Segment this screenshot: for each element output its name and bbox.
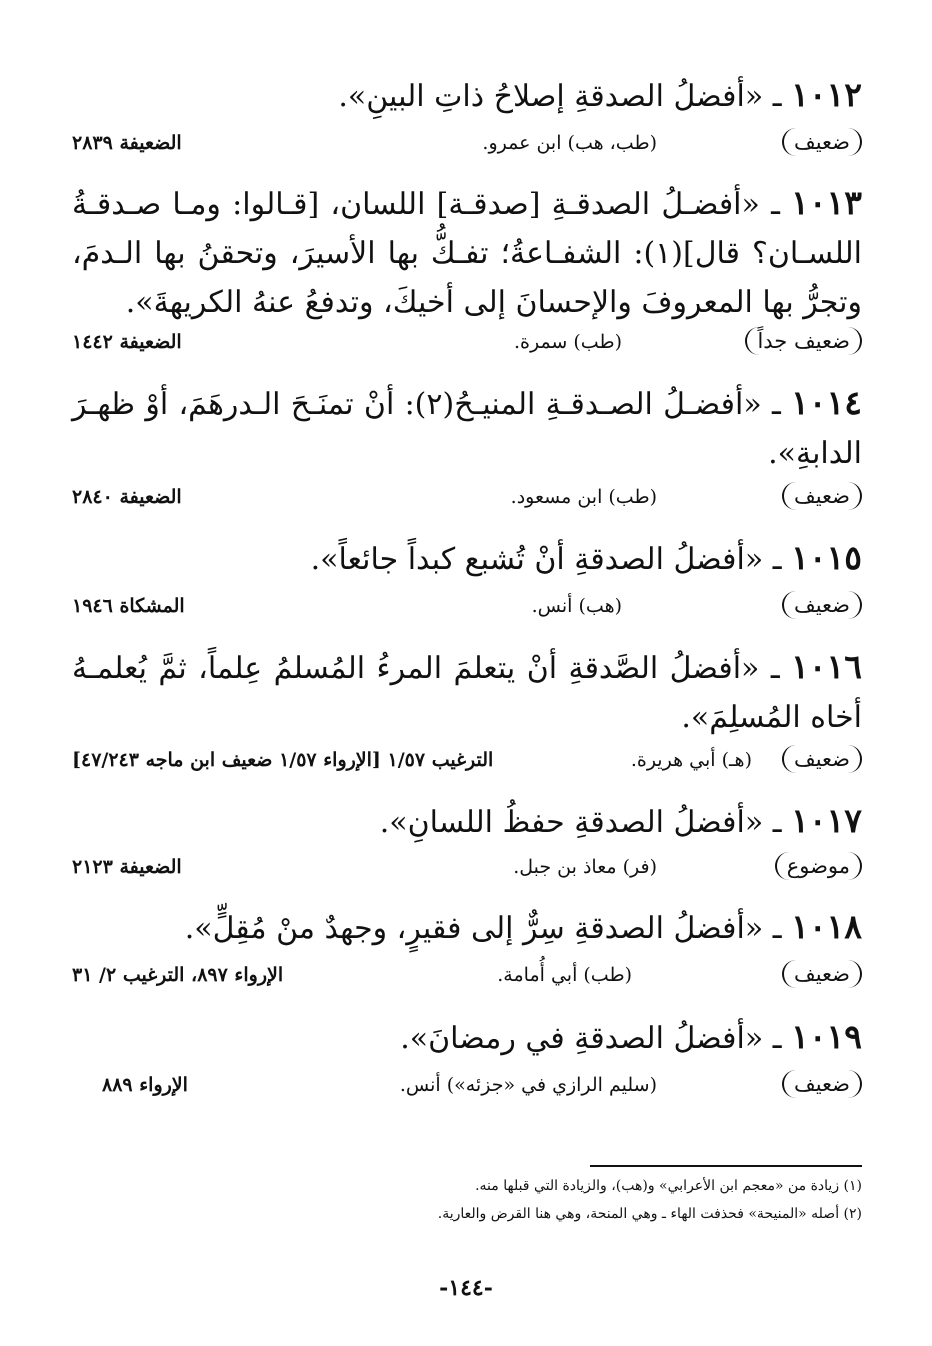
source-text: (سليم الرازي في «جزئه») أنس. xyxy=(399,1074,657,1096)
hadith-text: «أفضلُ الصدقةِ حفظُ اللسانِ». xyxy=(379,805,764,840)
hadith-number: ١٠١٦ xyxy=(791,647,862,686)
source-text: (فر) معاذ بن جبل. xyxy=(513,856,657,878)
grade-label: ضعيف xyxy=(782,745,862,773)
hadith-entry: ١٠١٣ ـ «أفضـلُ الصدقـةِ [صدقـة] اللسان، [قـالوا: ومـا صـدقـةُ اللسـان؟ قال](١): الشفـاعةُ؛ تفـكُّ بها الأسيرَ، وتحقنُ بها الـدمَ، وتجرُّ بها المعروفَ والإحسانَ إلى أخيكَ، وتدفعُ عنهُ الكريهةَ». xyxy=(72,183,863,320)
footnotes xyxy=(62,1172,862,1228)
hadith-entry: ١٠١٤ ـ «أفضـلُ الصـدقـةِ المنيـحُ(٢): أنْ تمنَـحَ الـدرهَمَ، أوْ ظهـرَ الدابةِ». xyxy=(72,383,862,471)
source-text: (طب) أبي أُمامة. xyxy=(497,964,632,986)
hadith-entry: ١٠١٧ ـ «أفضلُ الصدقةِ حفظُ اللسانِ». xyxy=(379,801,862,840)
reference-text: الضعيفة ٢٨٣٩ xyxy=(72,132,182,154)
hadith-entry: ١٠١٩ ـ «أفضلُ الصدقةِ في رمضانَ». xyxy=(400,1017,862,1056)
hadith-text: «أفضلُ الصدقةِ إصلاحُ ذاتِ البينِ». xyxy=(338,79,764,114)
source-text: (طب) سمرة. xyxy=(513,331,622,353)
hadith-meta xyxy=(72,960,862,1000)
hadith-number: ١٠١٢ xyxy=(791,75,862,114)
hadith-number: ١٠١٩ xyxy=(791,1017,862,1056)
grade-label: ضعيف xyxy=(782,1070,862,1098)
grade-label: ضعيف xyxy=(782,482,862,510)
grade-label: ضعيف xyxy=(782,128,862,156)
reference-text: المشكاة ١٩٤٦ xyxy=(72,595,185,617)
hadith-text: «أفضلُ الصَّدقةِ أنْ يتعلمَ المرءُ المُسلمُ عِلماً، ثمَّ يُعلمـهُ أخاه المُسلِمَ». xyxy=(72,651,862,735)
hadith-meta xyxy=(72,1070,862,1110)
grade-label: ضعيف xyxy=(782,591,862,619)
hadith-meta xyxy=(72,852,862,892)
page-number: -١٤٤- xyxy=(439,1275,493,1301)
hadith-text: «أفضلُ الصدقةِ أنْ تُشبع كبداً جائعاً». xyxy=(310,542,764,577)
hadith-meta xyxy=(72,128,862,168)
source-text: (طب) ابن مسعود. xyxy=(510,486,657,508)
reference-text: الإرواء ٨٩٧، الترغيب ٢/ ٣١ xyxy=(72,964,284,986)
source-text: (هب) أنس. xyxy=(531,595,622,617)
reference-text: الضعيفة ٢١٢٣ xyxy=(72,856,182,878)
footnote-2: (٢) أصله «المنيحة» فحذفت الهاء ـ وهي المنحة، وهي هنا القرض والعارية. xyxy=(437,1206,862,1222)
hadith-entry: ١٠١٥ ـ «أفضلُ الصدقةِ أنْ تُشبع كبداً جائعاً». xyxy=(310,538,862,577)
hadith-meta xyxy=(72,591,862,631)
grade-label: ضعيف xyxy=(782,960,862,988)
grade-label: ضعيف جداً xyxy=(745,327,862,355)
hadith-text: «أفضـلُ الصدقـةِ [صدقـة] اللسان، [قـالوا: ومـا صـدقـةُ اللسـان؟ قال](١): الشفـاعةُ؛ تفـكُّ بها الأسيرَ، وتحقنُ بها الـدمَ، وتجرُّ بها المعروفَ والإحسانَ إلى أخيكَ، وتدفعُ عنهُ الكريهةَ». xyxy=(72,187,863,320)
hadith-text: «أفضلُ الصدقةِ سِرٌّ إلى فقيرٍ، وجهدٌ منْ مُقِلٍّ». xyxy=(184,911,764,946)
reference-text: الترغيب ١/٥٧ [الإرواء ١/٥٧ ضعيف ابن ماجه ٤٧/٢٤٣] xyxy=(72,749,494,771)
hadith-meta xyxy=(72,327,862,367)
hadith-number: ١٠١٤ xyxy=(791,383,862,422)
hadith-meta xyxy=(72,482,862,522)
footnote-divider xyxy=(590,1165,862,1167)
hadith-number: ١٠١٥ xyxy=(791,538,862,577)
reference-text: الضعيفة ٢٨٤٠ xyxy=(72,486,182,508)
grade-label: موضوع xyxy=(775,852,862,880)
hadith-text: «أفضـلُ الصـدقـةِ المنيـحُ(٢): أنْ تمنَـحَ الـدرهَمَ، أوْ ظهـرَ الدابةِ». xyxy=(72,387,862,471)
hadith-text: «أفضلُ الصدقةِ في رمضانَ». xyxy=(400,1021,764,1056)
source-text: (هـ) أبي هريرة. xyxy=(630,749,752,771)
hadith-meta xyxy=(72,745,862,785)
hadith-entry: ١٠١٦ ـ «أفضلُ الصَّدقةِ أنْ يتعلمَ المرءُ المُسلمُ عِلماً، ثمَّ يُعلمـهُ أخاه المُسلِمَ». xyxy=(72,647,862,735)
source-text: (طب، هب) ابن عمرو. xyxy=(482,132,657,154)
hadith-entry: ١٠١٨ ـ «أفضلُ الصدقةِ سِرٌّ إلى فقيرٍ، وجهدٌ منْ مُقِلٍّ». xyxy=(184,907,862,946)
hadith-entry: ١٠١٢ ـ «أفضلُ الصدقةِ إصلاحُ ذاتِ البينِ». xyxy=(338,75,862,114)
reference-text: الإرواء ٨٨٩ xyxy=(102,1074,188,1096)
hadith-number: ١٠١٧ xyxy=(791,801,862,840)
hadith-number: ١٠١٨ xyxy=(791,907,862,946)
reference-text: الضعيفة ١٤٤٢ xyxy=(72,331,182,353)
footnote-1: (١) زيادة من «معجم ابن الأعرابي» و(هب)، والزيادة التي قبلها منه. xyxy=(475,1178,862,1194)
hadith-number: ١٠١٣ xyxy=(791,183,862,222)
